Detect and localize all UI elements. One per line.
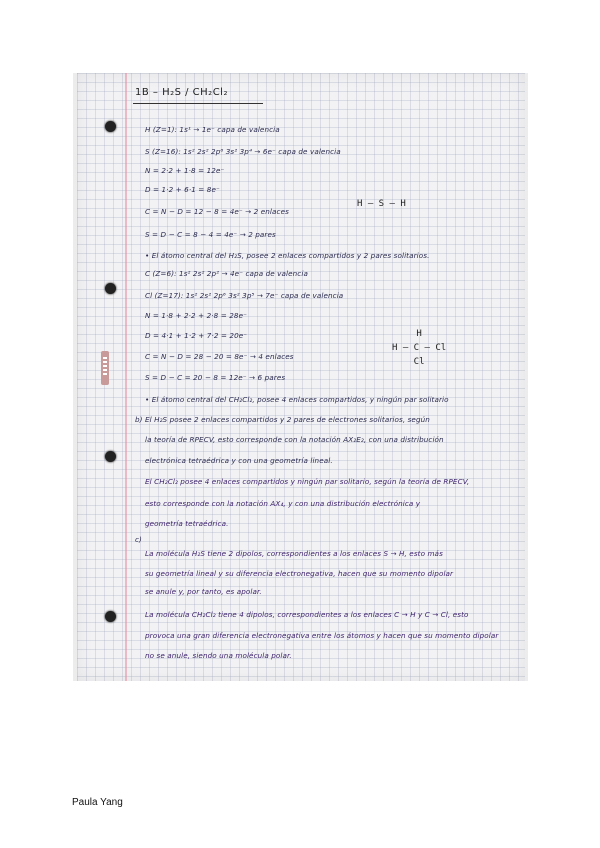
note-line: la teoría de RPECV, esto corresponde con la notación AX₂E₂, con una distribución xyxy=(145,435,444,444)
margin-line xyxy=(125,73,127,681)
note-line: La molécula H₂S tiene 2 dipolos, correspondientes a los enlaces S → H, esto más xyxy=(145,549,443,558)
note-line: esto corresponde con la notación AX₄, y con una distribución electrónica y xyxy=(145,499,421,508)
binder-hole xyxy=(105,451,116,462)
note-line: geometría tetraédrica. xyxy=(145,519,229,528)
note-line: se anule y, por tanto, es apolar. xyxy=(145,587,262,596)
h2s-lewis-structure xyxy=(357,199,406,209)
note-line: electrónica tetraédrica y con una geometría lineal. xyxy=(145,456,333,465)
note-line: no se anule, siendo una molécula polar. xyxy=(145,651,292,660)
notebook-photo xyxy=(73,73,528,681)
title-underline xyxy=(133,103,263,104)
note-line: H (Z=1): 1s¹ → 1e⁻ capa de valencia xyxy=(145,125,280,134)
binder-hole xyxy=(105,283,116,294)
binder-hole xyxy=(105,611,116,622)
ch2cl2-bottom-atom: Cl xyxy=(413,357,425,367)
note-line: su geometría lineal y su diferencia electronegativa, hacen que su momento dipolar xyxy=(145,569,454,578)
ch2cl2-middle-atoms: H — C — Cl xyxy=(392,343,447,353)
note-line: N = 1·8 + 2·2 + 2·8 = 28e⁻ xyxy=(145,311,247,320)
note-line: c) xyxy=(135,535,142,544)
note-line: D = 1·2 + 6·1 = 8e⁻ xyxy=(145,185,220,194)
note-line: S = D − C = 8 − 4 = 4e⁻ → 2 pares xyxy=(145,230,276,239)
grid-paper-sheet xyxy=(77,73,525,681)
note-line: C = N − D = 12 − 8 = 4e⁻ → 2 enlaces xyxy=(145,207,289,216)
note-line: • El átomo central del CH₂Cl₂, posee 4 enlaces compartidos, y ningún par solitario xyxy=(145,395,449,404)
author-name: Paula Yang xyxy=(72,797,123,808)
note-line: provoca una gran diferencia electronegativa entre los átomos y hacen que su momento dipolar xyxy=(145,631,499,640)
note-line: D = 4·1 + 1·2 + 7·2 = 20e⁻ xyxy=(145,331,248,340)
note-line: Cl (Z=17): 1s² 2s² 2p⁶ 3s² 3p⁵ → 7e⁻ capa de valencia xyxy=(145,291,344,300)
note-line: S (Z=16): 1s² 2s² 2p⁶ 3s² 3p⁴ → 6e⁻ capa de valencia xyxy=(145,147,341,156)
note-line: N = 2·2 + 1·8 = 12e⁻ xyxy=(145,166,225,175)
note-line: C = N − D = 28 − 20 = 8e⁻ → 4 enlaces xyxy=(145,352,294,361)
binder-hole xyxy=(105,121,116,132)
h2s-structure-label: H — S — H xyxy=(357,199,406,209)
note-line: b) El H₂S posee 2 enlaces compartidos y 2 pares de electrones solitarios, según xyxy=(135,415,430,424)
ch2cl2-top-atom: H xyxy=(416,329,422,339)
note-line: El CH₂Cl₂ posee 4 enlaces compartidos y ningún par solitario, según la teoría de RPECV, xyxy=(145,477,470,486)
ch2cl2-lewis-structure xyxy=(392,327,446,369)
note-line: La molécula CH₂Cl₂ tiene 4 dipolos, correspondientes a los enlaces C → H y C → Cl, esto xyxy=(145,610,469,619)
note-line: • El átomo central del H₂S, posee 2 enlaces compartidos y 2 pares solitarios. xyxy=(145,251,430,260)
note-line: S = D − C = 20 − 8 = 12e⁻ → 6 pares xyxy=(145,373,286,382)
note-line: C (Z=6): 1s² 2s² 2p² → 4e⁻ capa de valencia xyxy=(145,269,308,278)
page-tab xyxy=(101,351,109,385)
page-title: 1B – H₂S / CH₂Cl₂ xyxy=(135,87,228,98)
